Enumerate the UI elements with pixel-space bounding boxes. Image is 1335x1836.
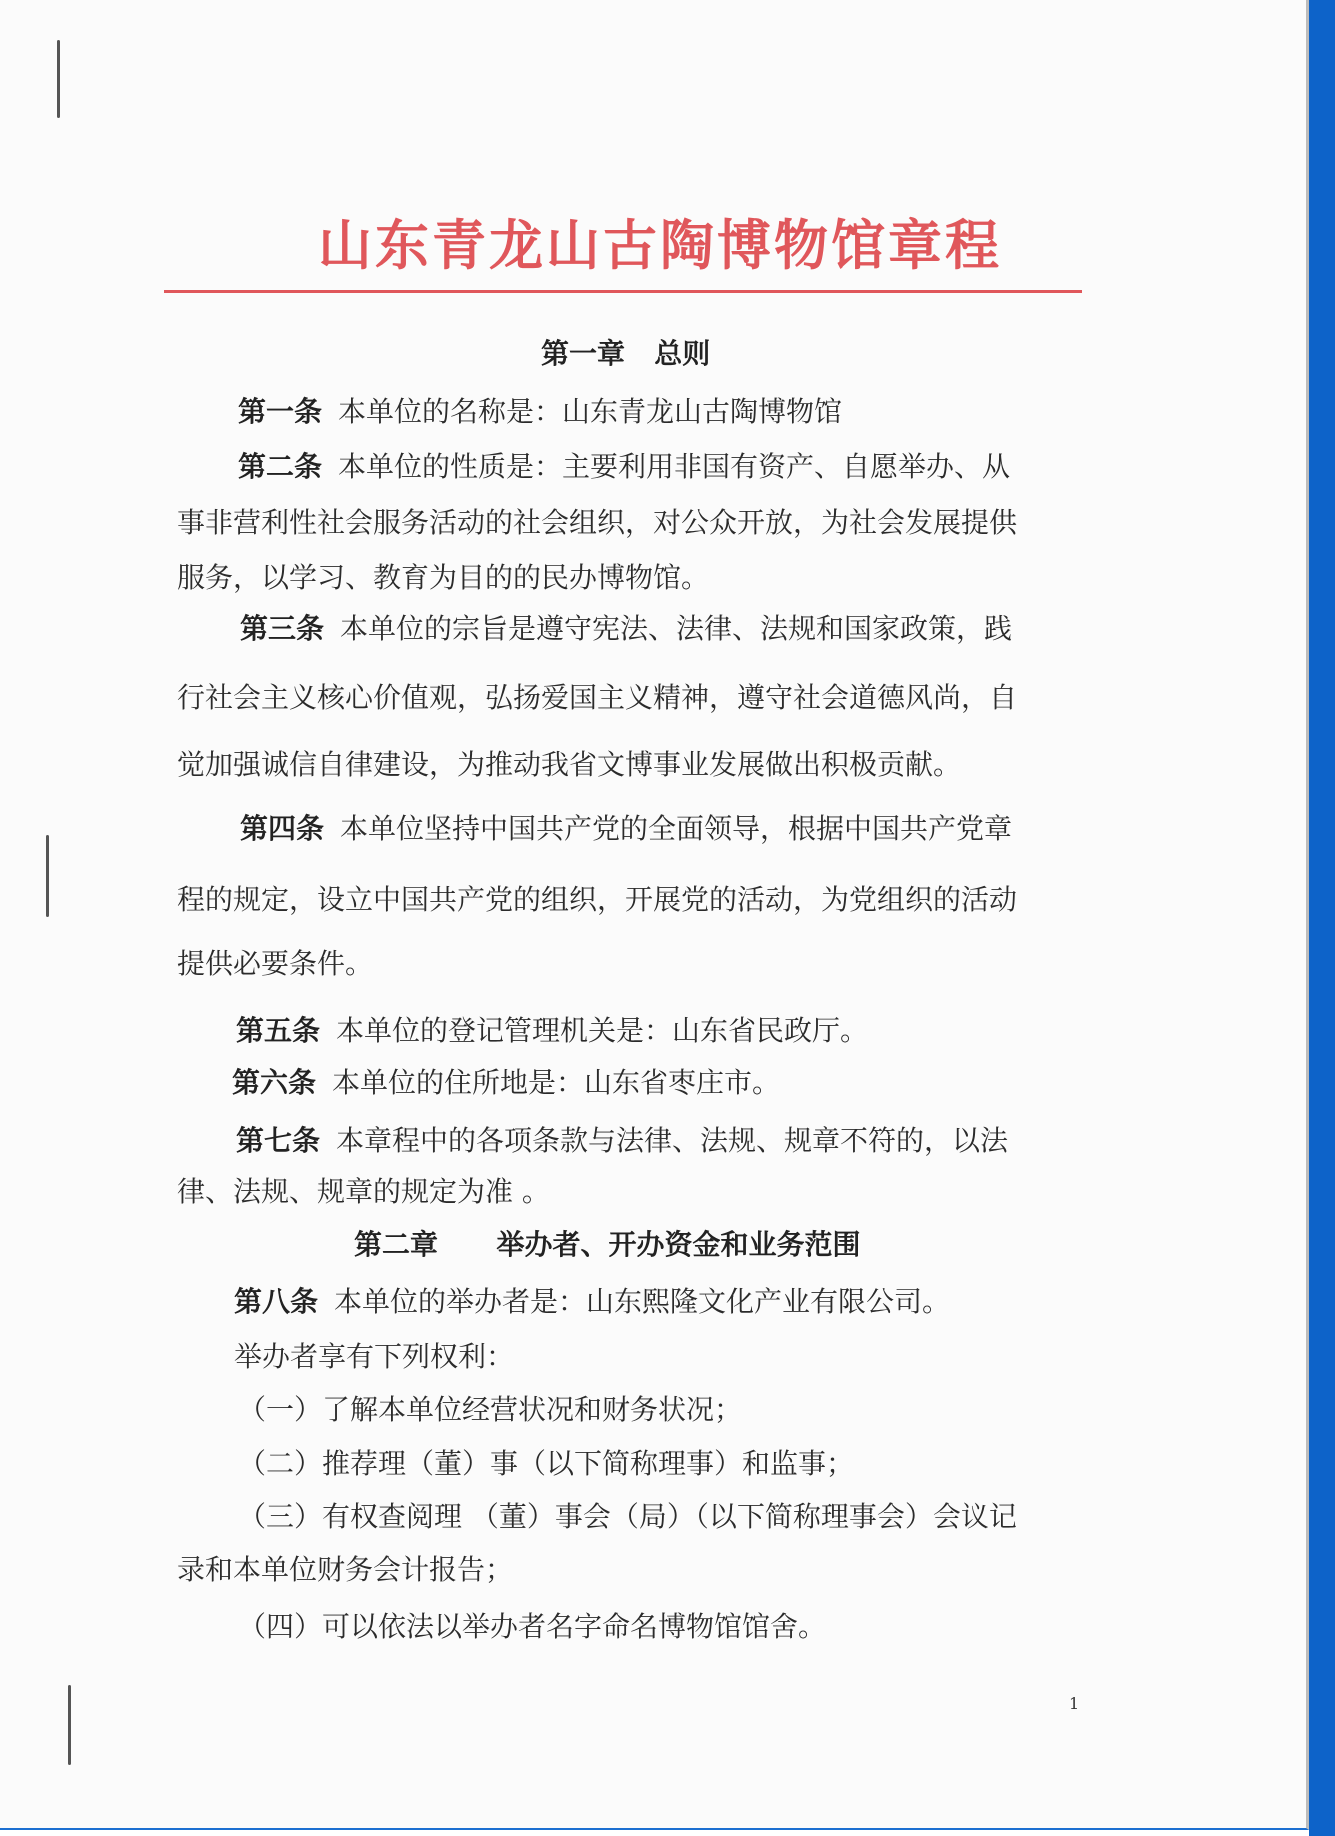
article-2-text-1: 本单位的性质是：主要利用非国有资产、自愿举办、从 (338, 450, 1011, 483)
article-4-line-1 (240, 807, 1012, 847)
right-item-2: （二）推荐理（董）事（以下简称理事）和监事； (238, 1447, 855, 1480)
article-2-line-3: 服务，以学习、教育为目的的民办博物馆。 (177, 561, 710, 594)
article-4-line-2: 程的规定，设立中国共产党的组织，开展党的活动，为党组织的活动 (177, 883, 1018, 916)
article-7-text-1: 本章程中的各项条款与法律、法规、规章不符的，以法 (336, 1124, 1009, 1157)
article-8-number: 第八条 (234, 1285, 319, 1318)
document-title: 山东青龙山古陶博物馆章程 (318, 214, 1002, 277)
article-2-line-2: 事非营利性社会服务活动的社会组织，对公众开放，为社会发展提供 (177, 506, 1018, 539)
chapter-2-heading: 第二章 举办者、开办资金和业务范围 (354, 1228, 861, 1261)
right-item-3-line-2: 录和本单位财务会计报告； (177, 1553, 514, 1586)
right-item-1: （一）了解本单位经营状况和财务状况； (238, 1393, 743, 1426)
article-3-number: 第三条 (240, 612, 325, 645)
article-4-number: 第四条 (240, 812, 325, 845)
binding-staple-top (57, 40, 60, 118)
article-7-line-1 (236, 1119, 1008, 1159)
chapter-1-heading: 第一章 总则 (541, 337, 711, 370)
article-4-line-3: 提供必要条件。 (177, 947, 374, 980)
article-1-number: 第一条 (238, 395, 323, 428)
article-6-line-1 (232, 1061, 780, 1101)
article-1-line-1 (238, 390, 842, 430)
article-2-number: 第二条 (238, 450, 323, 483)
rights-intro: 举办者享有下列权利： (234, 1340, 515, 1373)
scan-background-strip (1309, 0, 1335, 1836)
article-7-number: 第七条 (236, 1124, 321, 1157)
title-underline (164, 290, 1082, 293)
article-2-line-1 (238, 445, 1010, 485)
article-8-line-1 (234, 1280, 950, 1320)
article-6-text: 本单位的住所地是：山东省枣庄市。 (332, 1066, 781, 1099)
article-3-text-1: 本单位的宗旨是遵守宪法、法律、法规和国家政策，践 (340, 612, 1013, 645)
article-5-text: 本单位的登记管理机关是：山东省民政厅。 (336, 1014, 869, 1047)
article-5-number: 第五条 (236, 1014, 321, 1047)
article-3-line-2: 行社会主义核心价值观，弘扬爱国主义精神，遵守社会道德风尚，自 (177, 681, 1018, 714)
article-6-number: 第六条 (232, 1066, 317, 1099)
binding-staple-bottom (68, 1685, 71, 1765)
article-3-line-3: 觉加强诚信自律建设，为推动我省文博事业发展做出积极贡献。 (177, 748, 962, 781)
article-7-line-2: 律、法规、规章的规定为准 。 (177, 1175, 550, 1208)
article-3-line-1 (240, 607, 1012, 647)
right-item-4: （四）可以依法以举办者名字命名博物馆馆舍。 (238, 1610, 827, 1643)
page-number: 1 (1069, 1694, 1080, 1713)
binding-staple-middle (46, 835, 49, 917)
article-8-text: 本单位的举办者是：山东熙隆文化产业有限公司。 (334, 1285, 951, 1318)
right-item-3-line-1: （三）有权查阅理 （董）事会（局）（以下简称理事会）会议记 (238, 1500, 1017, 1533)
article-4-text-1: 本单位坚持中国共产党的全面领导，根据中国共产党章 (340, 812, 1013, 845)
article-5-line-1 (236, 1009, 868, 1049)
article-1-text: 本单位的名称是：山东青龙山古陶博物馆 (338, 395, 843, 428)
